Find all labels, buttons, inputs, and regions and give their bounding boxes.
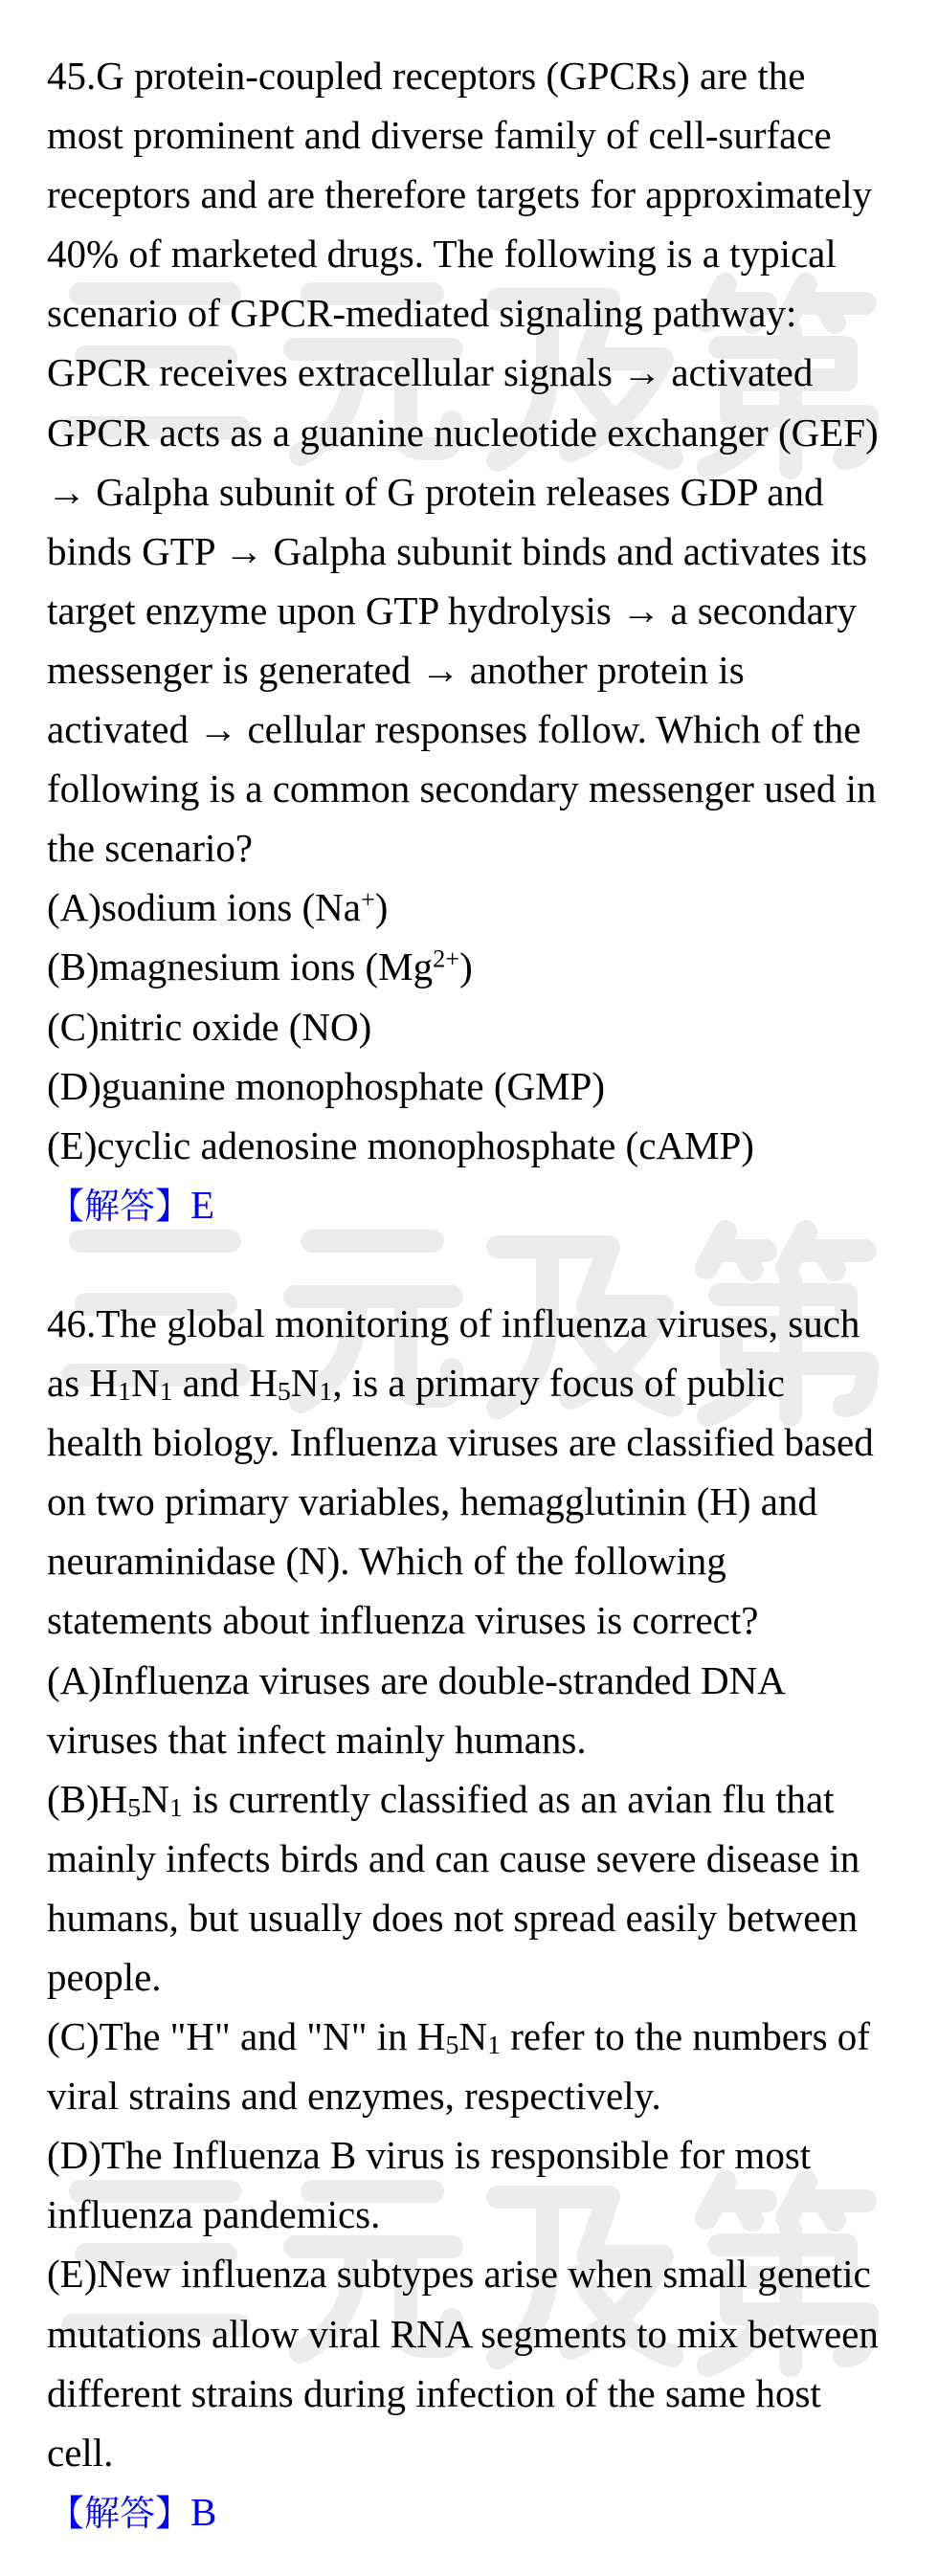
stem-line: messenger is generated → another protein is [47, 647, 745, 692]
option-d [47, 2125, 932, 2244]
stem-line: scenario of GPCR-mediated signaling pathway: [47, 291, 797, 336]
text-run: N [130, 1361, 160, 1406]
section-spacer [47, 1234, 932, 1294]
option-line: (A)Influenza viruses are double-stranded DNA [47, 1657, 786, 1702]
option-line: different strains during infection of the same host [47, 2370, 821, 2415]
answer-label: 【解答】 [49, 1187, 190, 1227]
option-line: mainly infects birds and can cause severe disease in [47, 1835, 860, 1880]
stem-line: the scenario? [47, 826, 254, 871]
option-line: viruses that infect mainly humans. [47, 1717, 587, 1762]
option-text: (A)sodium ions (Na [47, 885, 361, 930]
subscript: 1 [168, 1792, 183, 1823]
text-run: N [458, 2014, 488, 2059]
stem-line: → Galpha subunit of G protein releases GDP and [47, 469, 824, 514]
text-run: N [290, 1361, 320, 1406]
stem-line: neuraminidase (N). Which of the following [47, 1539, 726, 1584]
subscript: 1 [118, 1376, 131, 1407]
question-46 [47, 1294, 932, 2542]
stem-line: most prominent and diverse family of cell-surface [47, 113, 832, 158]
option-text: ) [459, 944, 473, 989]
text-run: is currently classified as an avian flu that [182, 1776, 835, 1821]
text-run: (B)H [47, 1776, 128, 1821]
document-body [47, 46, 932, 2542]
subscript: 5 [127, 1792, 142, 1823]
question-stem [47, 46, 932, 877]
option-line: humans, but usually does not spread easily between [47, 1895, 859, 1940]
option-line: influenza pandemics. [47, 2192, 381, 2237]
option-e [47, 2244, 932, 2481]
text-run: , is a primary focus of public [332, 1361, 785, 1406]
option-b [47, 937, 932, 996]
option-c [47, 2007, 932, 2125]
stem-line: statements about influenza viruses is correct? [47, 1598, 759, 1643]
subscript: 5 [445, 2030, 459, 2060]
question-stem [47, 1294, 932, 1651]
answer-line [47, 2482, 932, 2542]
option-line: people. [47, 1955, 162, 1999]
superscript: + [360, 885, 375, 914]
stem-line: 46.The global monitoring of influenza viruses, such [47, 1300, 860, 1345]
option-line: (D)The Influenza B virus is responsible for most [47, 2133, 812, 2178]
text-run: refer to the numbers of [501, 2014, 870, 2059]
option-d: (D)guanine monophosphate (GMP) [47, 1063, 606, 1108]
superscript: 2+ [433, 944, 460, 973]
option-list [47, 1651, 932, 2482]
option-b [47, 1769, 932, 2007]
stem-line: 45.G protein-coupled receptors (GPCRs) are the [47, 54, 806, 98]
option-a [47, 1651, 932, 1769]
text-run: as H [47, 1361, 119, 1406]
subscript: 5 [277, 1376, 291, 1407]
option-line: cell. [47, 2430, 114, 2475]
answer-value: B [190, 2489, 217, 2534]
stem-line: target enzyme upon GTP hydrolysis → a secondary [47, 588, 858, 633]
stem-line: on two primary variables, hemagglutinin (H) and [47, 1479, 817, 1524]
option-line [47, 2007, 932, 2066]
stem-line: following is a common secondary messenger used in [47, 766, 877, 811]
stem-line: 40% of marketed drugs. The following is a typical [47, 232, 837, 277]
option-a [47, 877, 932, 937]
question-45 [47, 46, 932, 1234]
option-line [47, 1769, 932, 1829]
subscript: 1 [319, 1376, 333, 1407]
text-run: N [141, 1776, 169, 1821]
option-list [47, 877, 932, 1174]
answer-line [47, 1175, 932, 1234]
subscript: 1 [159, 1376, 173, 1407]
stem-line [47, 1353, 932, 1412]
subscript: 1 [487, 2030, 501, 2060]
option-e: (E)cyclic adenosine monophosphate (cAMP) [47, 1122, 754, 1167]
text-run: and H [172, 1361, 278, 1406]
answer-value: E [190, 1182, 215, 1227]
stem-line: binds GTP → Galpha subunit binds and activates its [47, 528, 868, 573]
text-run: (C)The "H" and "N" in H [47, 2014, 446, 2059]
option-line: (E)New influenza subtypes arise when small genetic [47, 2252, 871, 2297]
stem-line: receptors and are therefore targets for approximately [47, 172, 873, 217]
option-c: (C)nitric oxide (NO) [47, 1004, 372, 1049]
answer-label: 【解答】 [49, 2494, 190, 2534]
option-text: ) [374, 885, 389, 930]
stem-line: health biology. Influenza viruses are classified based [47, 1420, 874, 1465]
stem-line: activated → cellular responses follow. Which of the [47, 707, 861, 752]
stem-line: GPCR acts as a guanine nucleotide exchanger (GEF) [47, 410, 879, 455]
option-line: viral strains and enzymes, respectively. [47, 2074, 661, 2119]
option-line: mutations allow viral RNA segments to mix between [47, 2311, 879, 2356]
stem-line: GPCR receives extracellular signals → activated [47, 350, 814, 395]
option-text: (B)magnesium ions (Mg [47, 944, 434, 989]
